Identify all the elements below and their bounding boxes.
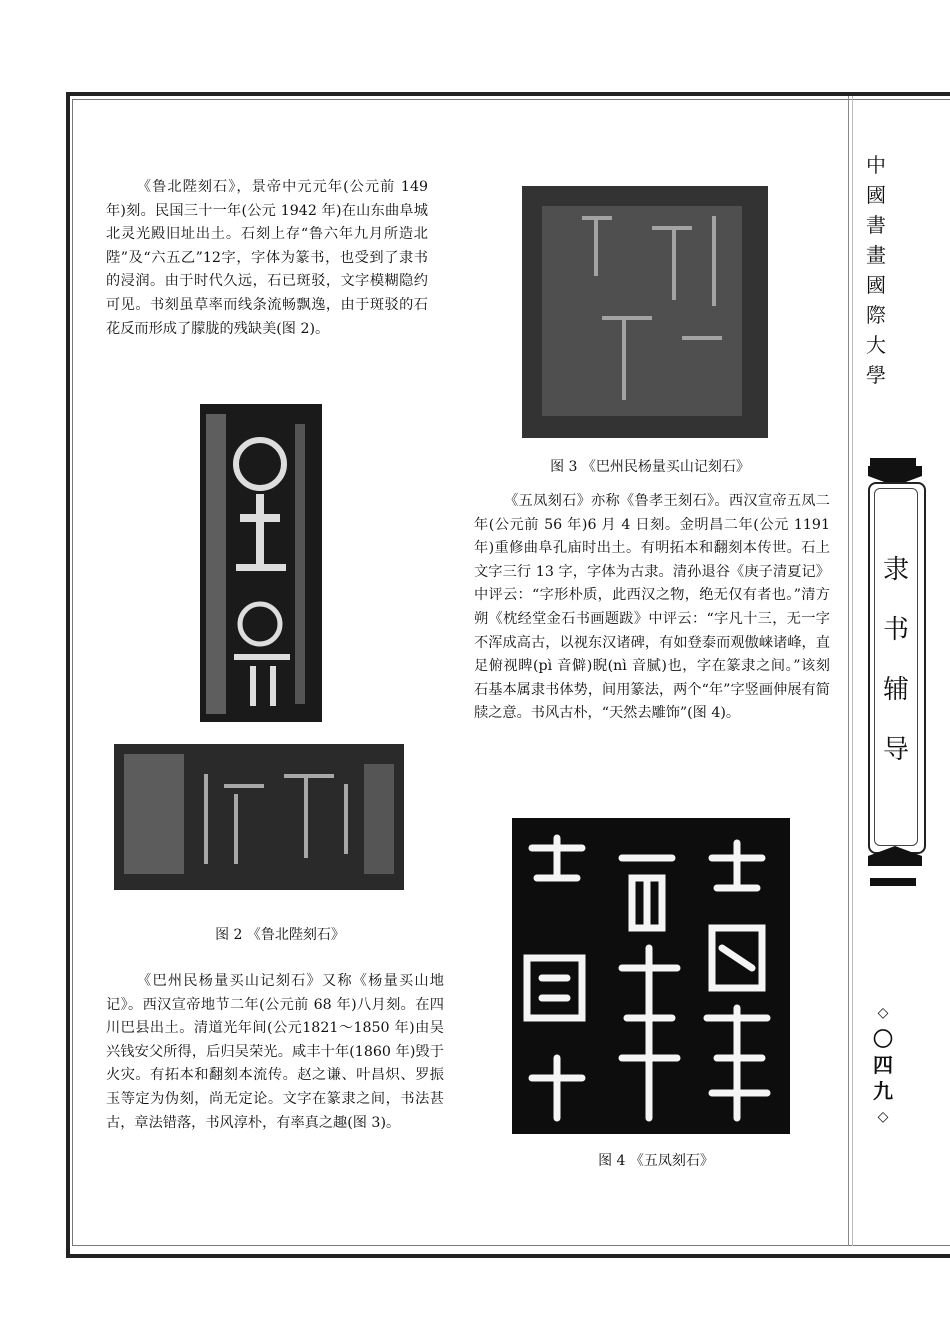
figure-2-rubbing-vertical <box>200 404 322 722</box>
figure-4-caption: 图 4 《五凤刻石》 <box>598 1153 714 1169</box>
series-title: 中 國 書 畫 國 際 大 學 <box>866 153 886 387</box>
sidebar-divider <box>848 96 849 1246</box>
figure-3-caption: 图 3 《巴州民杨量买山记刻石》 <box>550 459 750 475</box>
section-marker-chevron-bottom <box>868 846 922 866</box>
figure-2-rubbing-horizontal <box>114 744 404 890</box>
paragraph-bazhou: 《巴州民杨量买山记刻石》又称《杨量买山地记》。西汉宣帝地节二年(公元前 68 年)八月刻。在四川巴县出土。清道光年间(公元1821～1850 年)由吴兴钱安父所得，后归吴荣光。咸丰十年(1860 年)毁于火灾。有拓本和翻刻本流传。赵之谦、叶昌炽、罗振玉等定为伪刻，尚无定论。文字在篆隶之间，书法甚古，章法错落，书风淳朴，有率真之趣(图 3)。 <box>106 973 444 1131</box>
page-number: ◇ 〇 四 九 ◇ <box>873 1005 893 1125</box>
sidebar-divider-inner <box>852 96 853 1246</box>
paragraph-wufeng: 《五凤刻石》亦称《鲁孝王刻石》。西汉宣帝五凤二年(公元前 56 年)6 月 4 日刻。金明昌二年(公元 1191 年)重修曲阜孔庙时出土。有明拓本和翻刻本传世。石上文字三行 13 字，字体为古隶。清孙退谷《庚子清夏记》中评云：“字形朴质，此西汉之物，绝无仅有者也。”清方朔《枕经堂金石书画题跋》中评云：“字凡十三，无一字不浑成高古，以视东汉诸碑，有如登泰而观傲崃诸峰，直足俯视睥(pì 音僻)睨(nì 音腻)也，字在篆隶之间。”该刻石基本属隶书体势，间用篆法，两个“年”字竖画伸展有简牍之意。书风古朴，“天然去雕饰”(图 4)。 <box>474 493 830 722</box>
figure-3-rubbing <box>522 186 768 438</box>
section-marker-bar-top <box>870 458 916 466</box>
figure-4-rubbing <box>512 818 790 1134</box>
paragraph-lubeibi: 《鲁北陛刻石》，景帝中元元年(公元前 149 年)刻。民国三十一年(公元 1942 年)在山东曲阜城北灵光殿旧址出土。石刻上存“鲁六年九月所造北陛”及“六五乙”12字，字体为篆书，也受到了隶书的浸润。由于时代久远，石已斑驳，文字模糊隐约可见。书刻虽草率而线条流畅飘逸，由于斑驳的石花反而形成了朦胧的残缺美(图 2)。 <box>106 179 428 337</box>
figure-2-caption: 图 2 《鲁北陛刻石》 <box>215 927 345 943</box>
section-title: 隶 书 辅 导 <box>882 555 909 765</box>
section-marker-bar-bottom <box>870 878 916 886</box>
